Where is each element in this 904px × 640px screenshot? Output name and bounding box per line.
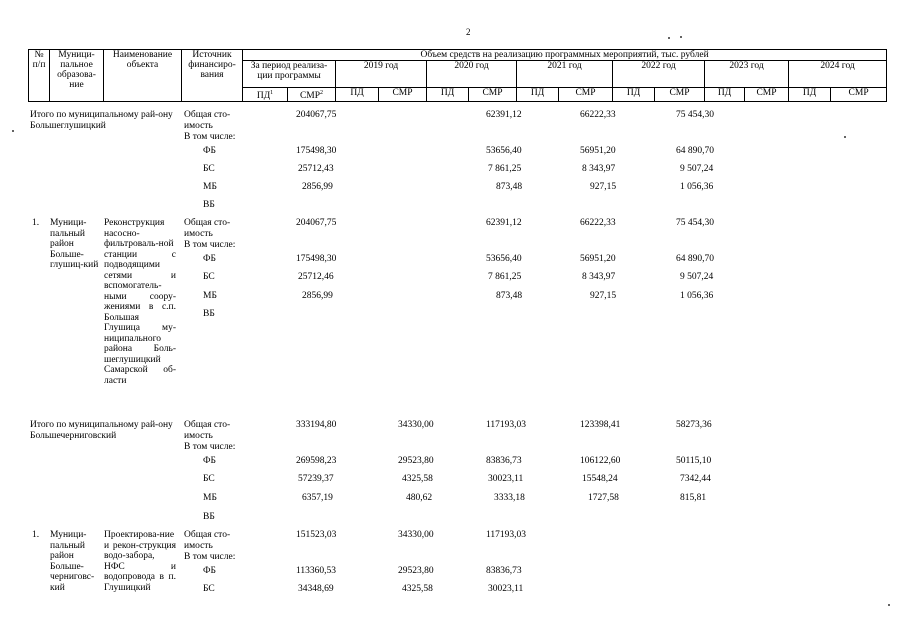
value-cell: 927,15 [590, 182, 617, 192]
value-cell: 56951,20 [580, 254, 616, 264]
row-number: 1. [32, 530, 40, 540]
source-total: Общая сто-имость [184, 420, 231, 441]
value-cell: 34330,00 [398, 420, 434, 430]
source-vb: ВБ [203, 309, 215, 319]
source-mb: МБ [203, 493, 217, 503]
value-cell: 9 507,24 [680, 164, 714, 174]
source-fb: ФБ [203, 146, 216, 156]
row-number: 1. [32, 218, 40, 228]
value-cell: 2856,99 [302, 182, 333, 192]
value-cell: 83836,73 [486, 456, 522, 466]
source-vb: ВБ [203, 512, 215, 522]
header-year-2024: 2024 год [789, 61, 887, 88]
value-cell: 113360,53 [296, 566, 337, 576]
header-smr: СМР [745, 88, 789, 102]
value-cell: 30023,11 [488, 584, 524, 594]
value-cell: 333194,80 [296, 420, 337, 430]
header-volume: Объем средств на реализацию программных мероприятий, тыс. рублей [243, 50, 887, 61]
value-cell: 34330,00 [398, 530, 434, 540]
municipality: Муници-пальный район Больше-глушиц-кий [50, 218, 99, 270]
value-cell: 204067,75 [296, 110, 337, 120]
header-mo: Муници-пальное образова-ние [50, 50, 104, 102]
header-year-2022: 2022 год [613, 61, 705, 88]
value-cell: 83836,73 [486, 566, 522, 576]
header-source: Источник финансиро-вания [182, 50, 243, 102]
value-cell: 1 056,36 [680, 291, 714, 301]
scan-speck [668, 37, 670, 39]
value-cell: 25712,46 [298, 272, 334, 282]
source-total: Общая сто-имость [184, 110, 231, 131]
header-year-2019: 2019 год [336, 61, 427, 88]
value-cell: 8 343,97 [582, 272, 616, 282]
header-smr: СМР [379, 88, 427, 102]
page-number: 2 [466, 27, 471, 37]
value-cell: 66222,33 [580, 110, 616, 120]
value-cell: 62391,12 [486, 110, 522, 120]
header-n: № п/п [29, 50, 50, 102]
value-cell: 873,48 [496, 291, 523, 301]
table-header [28, 49, 887, 102]
header-pd: ПД [336, 88, 379, 102]
header-period: За период реализа-ции программы [243, 61, 336, 88]
header-year-2020: 2020 год [427, 61, 517, 88]
value-cell: 29523,80 [398, 456, 434, 466]
source-incl: В том числе: [184, 132, 236, 142]
smr-label: СМР [299, 91, 321, 102]
header-year-2021: 2021 год [517, 61, 613, 88]
pd-label: ПД [256, 91, 271, 102]
value-cell: 117193,03 [486, 420, 527, 430]
header-smr [288, 88, 336, 102]
value-cell: 204067,75 [296, 218, 337, 228]
source-incl: В том числе: [184, 552, 236, 562]
value-cell: 927,15 [590, 291, 617, 301]
value-cell: 480,62 [406, 493, 433, 503]
value-cell: 64 890,70 [676, 254, 714, 264]
scan-speck [680, 36, 682, 38]
header-pd: ПД [789, 88, 831, 102]
block-title-bolsheglushitsky: Итого по муниципальному рай-ону Большеглушицкий [30, 110, 173, 131]
source-incl: В том числе: [184, 240, 236, 250]
value-cell: 29523,80 [398, 566, 434, 576]
source-bs: БС [203, 272, 215, 282]
source-fb: ФБ [203, 254, 216, 264]
value-cell: 15548,24 [582, 474, 618, 484]
value-cell: 50115,10 [676, 456, 712, 466]
scan-speck [888, 604, 890, 606]
value-cell: 7 861,25 [488, 164, 522, 174]
source-mb: МБ [203, 291, 217, 301]
source-fb: ФБ [203, 566, 216, 576]
header-smr: СМР [559, 88, 613, 102]
value-cell: 2856,99 [302, 291, 333, 301]
value-cell: 30023,11 [488, 474, 524, 484]
value-cell: 62391,12 [486, 218, 522, 228]
value-cell: 53656,40 [486, 146, 522, 156]
header-pd: ПД [705, 88, 745, 102]
value-cell: 117193,03 [486, 530, 527, 540]
value-cell: 4325,58 [402, 474, 433, 484]
source-vb: ВБ [203, 200, 215, 210]
municipality: Муници-пальный район Больше-черниговс-кий [50, 530, 95, 593]
value-cell: 7342,44 [680, 474, 711, 484]
value-cell: 175498,30 [296, 254, 337, 264]
value-cell: 75 454,30 [676, 218, 714, 228]
value-cell: 34348,69 [298, 584, 334, 594]
header-smr: СМР [655, 88, 705, 102]
value-cell: 3333,18 [494, 493, 525, 503]
source-bs: БС [203, 474, 215, 484]
value-cell: 75 454,30 [676, 110, 714, 120]
object-name: Проектирова-ние и рекон-струкция водо-забора, НФС и водопровода в п. Глушицкий [104, 530, 176, 593]
header-year-2023: 2023 год [705, 61, 789, 88]
scan-speck [12, 130, 14, 132]
value-cell: 58273,36 [676, 420, 712, 430]
value-cell: 815,81 [680, 493, 707, 503]
value-cell: 66222,33 [580, 218, 616, 228]
value-cell: 53656,40 [486, 254, 522, 264]
value-cell: 269598,23 [296, 456, 337, 466]
value-cell: 8 343,97 [582, 164, 616, 174]
value-cell: 123398,41 [580, 420, 621, 430]
smr-footnote: 2 [320, 90, 324, 96]
source-total: Общая сто-имость [184, 530, 231, 551]
block-title-bolshechernigovsky: Итого по муниципальному рай-ону Большечерниговский [30, 420, 173, 441]
value-cell: 1727,58 [588, 493, 619, 503]
value-cell: 6357,19 [302, 493, 333, 503]
value-cell: 151523,03 [296, 530, 337, 540]
value-cell: 57239,37 [298, 474, 334, 484]
value-cell: 9 507,24 [680, 272, 714, 282]
header-pd: ПД [517, 88, 559, 102]
header-smr: СМР [831, 88, 887, 102]
scan-speck [844, 136, 846, 138]
value-cell: 25712,43 [298, 164, 334, 174]
value-cell: 873,48 [496, 182, 523, 192]
source-incl: В том числе: [184, 442, 236, 452]
source-mb: МБ [203, 182, 217, 192]
header-pd [243, 88, 288, 102]
value-cell: 64 890,70 [676, 146, 714, 156]
header-smr: СМР [469, 88, 517, 102]
source-bs: БС [203, 584, 215, 594]
pd-footnote: 1 [270, 90, 274, 96]
value-cell: 7 861,25 [488, 272, 522, 282]
object-name: Реконструкция насосно-фильтроваль-ной станции с подводящими сетями и вспомогатель-ными соору-жениями в с.п. Большая Глушица му-ниципального района Боль-шеглушицкий Самарской об-ласти [104, 218, 176, 386]
value-cell: 1 056,36 [680, 182, 714, 192]
header-pd: ПД [613, 88, 655, 102]
value-cell: 56951,20 [580, 146, 616, 156]
value-cell: 106122,60 [580, 456, 621, 466]
value-cell: 4325,58 [402, 584, 433, 594]
source-fb: ФБ [203, 456, 216, 466]
source-total: Общая сто-имость [184, 218, 231, 239]
header-object: Наименование объекта [104, 50, 182, 102]
source-bs: БС [203, 164, 215, 174]
value-cell: 175498,30 [296, 146, 337, 156]
header-pd: ПД [427, 88, 469, 102]
